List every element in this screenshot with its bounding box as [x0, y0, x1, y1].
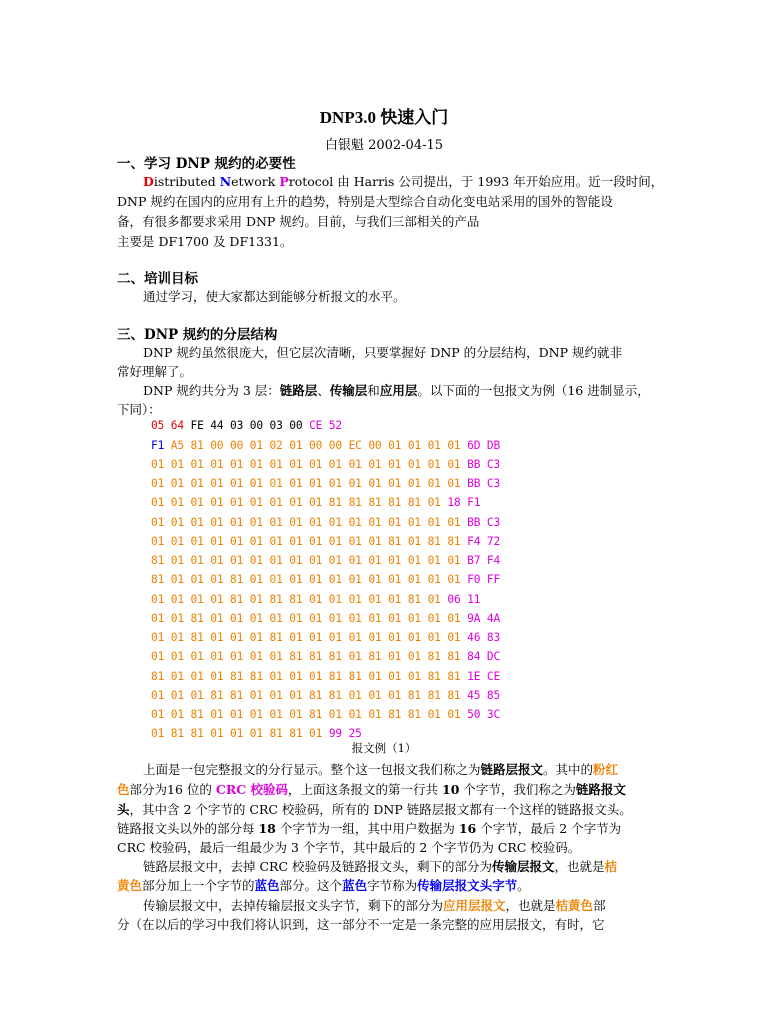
section-1-line-1: Distributed Network Protocol 由 Harris 公司提出，于 1993 年开始应用。近一段时间，	[143, 174, 664, 189]
hex-row-13: 81 01 01 01 81 81 01 01 01 81 81 01 01 01 81 81 1E CE	[151, 670, 501, 683]
hex-row-9: 01 01 01 01 81 01 81 81 01 01 01 01 01 81 01 06 11	[151, 593, 481, 606]
hex-row-12: 01 01 01 01 01 01 01 81 81 81 01 81 01 01 81 81 84 DC	[151, 650, 501, 663]
para-2-line-1: 链路层报文中，去掉 CRC 校验码及链路报文头，剩下的部分为传输层报文，也就是桔	[143, 859, 618, 874]
para-1-line-1: 上面是一包完整报文的分行显示。整个这一包报文我们称之为链路层报文。其中的粉红	[143, 762, 619, 777]
para-1-line-4: 链路报文头以外的部分每 18 个字节为一组，其中用户数据为 16 个字节，最后 2 个字节为	[117, 821, 622, 836]
author-date: 白银魁 2002-04-15	[324, 138, 444, 153]
hex-row-10: 01 01 81 01 01 01 01 01 01 01 01 01 01 01 01 01 9A 4A	[151, 612, 501, 625]
section-1-line-4: 主要是 DF1700 及 DF1331。	[117, 234, 293, 249]
para-1-line-5: CRC 校验码，最后一组最少为 3 个字节，其中最后的 2 个字节仍为 CRC 校验码。	[117, 840, 581, 855]
para-1-line-2: 色部分为16 位的 CRC 校验码，上面这条报文的第一行共 10 个字节，我们称之为链路报文	[117, 782, 626, 797]
section-3-line-4: 下同）：	[117, 402, 161, 417]
section-3-line-2: 常好理解了。	[117, 364, 193, 379]
section-2-heading: 二、培训目标	[117, 271, 198, 287]
section-1-line-2: DNP 规约在国内的应用有上升的趋势，特别是大型综合自动化变电站采用的国外的智能设	[117, 194, 613, 209]
hex-row-0: 05 64 FE 44 03 00 03 00 CE 52	[151, 419, 342, 432]
hex-row-8: 81 01 01 01 81 01 01 01 01 01 01 01 01 01 01 01 F0 FF	[151, 573, 501, 586]
letter-n: N	[219, 174, 232, 189]
hex-row-7: 81 01 01 01 01 01 01 01 01 01 01 01 01 01 01 01 B7 F4	[151, 554, 501, 567]
letter-p: P	[279, 174, 289, 189]
section-3-line-3: DNP 规约共分为 3 层：链路层、传输层和应用层。以下面的一包报文为例（16 进制显示，	[143, 383, 650, 398]
para-3-line-1: 传输层报文中，去掉传输层报文头字节，剩下的部分为应用层报文，也就是桔黄色部	[143, 898, 606, 913]
hex-row-2: 01 01 01 01 01 01 01 01 01 01 01 01 01 01 01 01 BB C3	[151, 458, 501, 471]
hex-row-11: 01 01 81 01 01 01 81 01 01 01 01 01 01 01 01 01 46 83	[151, 631, 501, 644]
para-2-line-2: 黄色部分加上一个字节的蓝色部分。这个蓝色字节称为传输层报文头字节。	[117, 878, 530, 893]
section-2-line-1: 通过学习，使大家都达到能够分析报文的水平。	[143, 289, 406, 304]
hex-row-4: 01 01 01 01 01 01 01 01 01 81 81 81 81 81 01 18 F1	[151, 496, 481, 509]
section-3-line-1: DNP 规约虽然很庞大，但它层次清晰，只要掌握好 DNP 的分层结构，DNP 规约就非	[143, 345, 623, 360]
para-3-line-2: 分（在以后的学习中我们将认识到，这一部分不一定是一条完整的应用层报文，有时，它	[117, 917, 605, 932]
hex-row-16: 01 81 81 01 01 01 81 81 01 99 25	[151, 727, 362, 740]
section-1-line-3: 备，有很多都要求采用 DNP 规约。目前，与我们三部相关的产品	[117, 214, 480, 229]
hex-row-5: 01 01 01 01 01 01 01 01 01 01 01 01 01 01 01 01 BB C3	[151, 516, 501, 529]
hex-row-15: 01 01 81 01 01 01 01 01 81 01 01 01 81 81 01 01 50 3C	[151, 708, 501, 721]
section-1-heading: 一、学习 DNP 规约的必要性	[117, 156, 296, 172]
hex-row-3: 01 01 01 01 01 01 01 01 01 01 01 01 01 01 01 01 BB C3	[151, 477, 501, 490]
para-1-line-3: 头，其中含 2 个字节的 CRC 校验码，所有的 DNP 链路层报文都有一个这样的链路报文头。	[117, 802, 632, 817]
hex-row-14: 01 01 01 81 81 01 01 01 81 81 01 01 01 81 81 81 45 85	[151, 689, 501, 702]
letter-d: D	[143, 174, 154, 189]
hex-row-1: F1 A5 81 00 00 01 02 01 00 00 EC 00 01 01 01 01 6D DB	[151, 439, 501, 452]
figure-caption: 报文例（1）	[351, 741, 417, 755]
document-title: DNP3.0 快速入门	[319, 108, 449, 127]
section-3-heading: 三、DNP 规约的分层结构	[117, 327, 278, 343]
hex-row-6: 01 01 01 01 01 01 01 01 01 01 01 01 81 01 81 81 F4 72	[151, 535, 501, 548]
